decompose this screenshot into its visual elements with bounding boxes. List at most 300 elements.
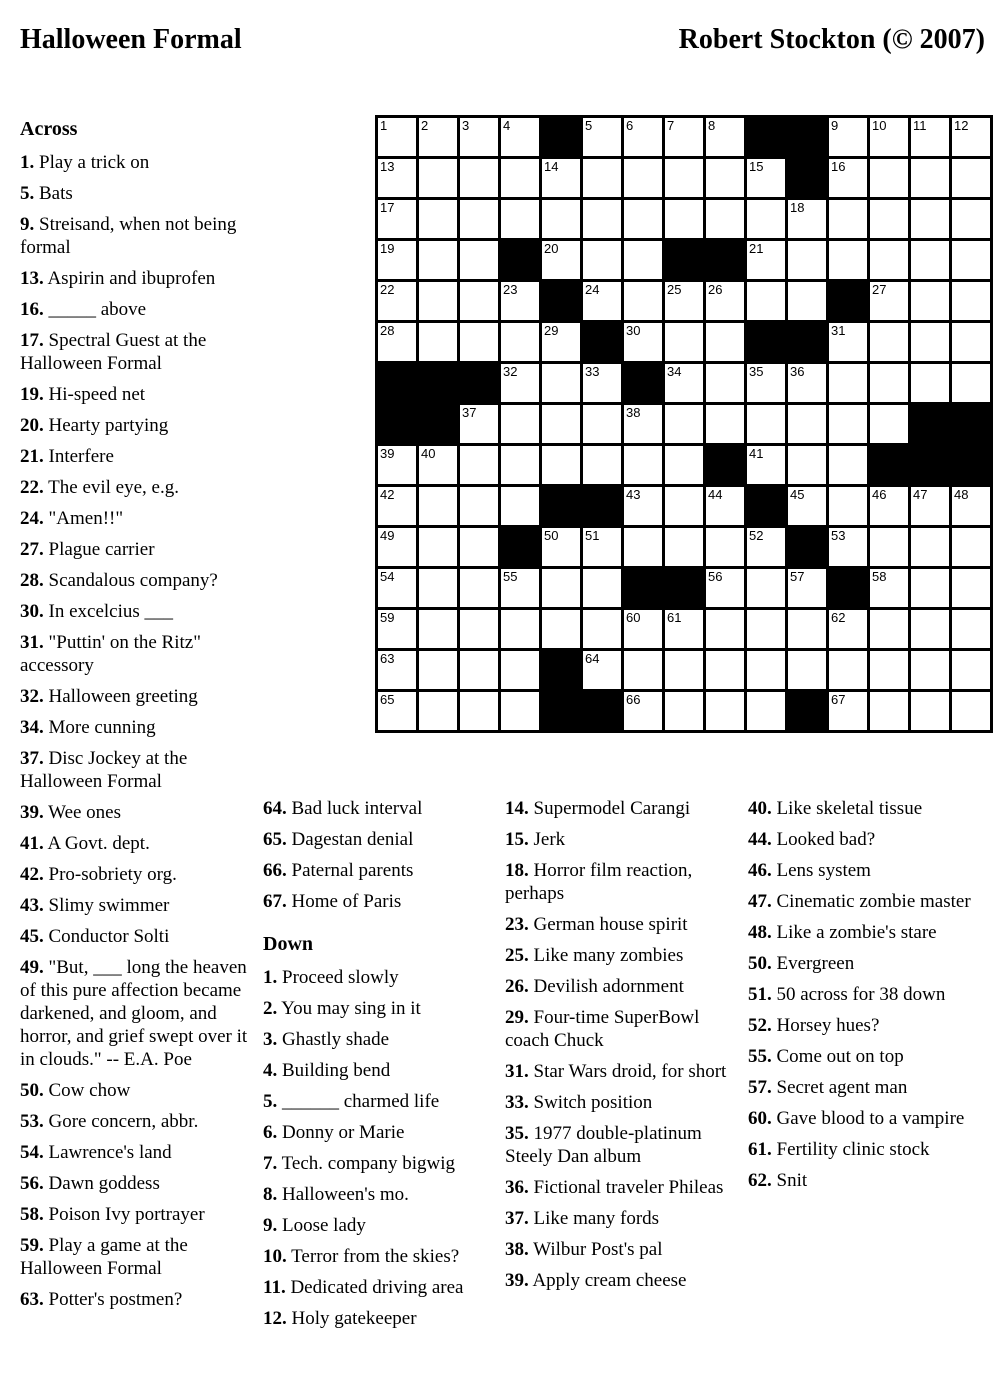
grid-cell[interactable] [911,118,949,156]
grid-cell[interactable] [419,487,457,525]
grid-cell[interactable] [583,282,621,320]
grid-cell[interactable] [788,487,826,525]
grid-cell[interactable] [460,569,498,607]
grid-cell[interactable] [952,528,990,566]
clue-text: Hi-speed net [43,384,146,405]
grid-cell[interactable] [911,241,949,279]
cell-number: 36 [790,364,805,379]
grid-cell[interactable] [501,610,539,648]
grid-cell[interactable] [870,569,908,607]
grid-cell[interactable] [419,159,457,197]
grid-cell[interactable] [542,159,580,197]
grid-cell[interactable] [870,241,908,279]
grid-cell[interactable] [829,610,867,648]
clue-text: Slimy swimmer [43,895,170,916]
grid-cell[interactable] [665,692,703,730]
grid-cell[interactable] [870,159,908,197]
grid-cell[interactable] [952,364,990,402]
grid-cell[interactable] [542,241,580,279]
clue-text: Plague carrier [43,539,155,560]
grid-cell[interactable] [665,610,703,648]
grid-cell[interactable] [747,241,785,279]
grid-cell[interactable] [624,692,662,730]
clue-number: 42. [20,864,44,885]
grid-cell[interactable] [706,528,744,566]
cell-number: 14 [544,159,559,174]
grid-cell[interactable] [460,241,498,279]
grid-cell[interactable] [911,200,949,238]
grid-cell[interactable] [419,323,457,361]
grid-cell[interactable] [542,569,580,607]
grid-cell[interactable] [952,159,990,197]
grid-cell[interactable] [665,282,703,320]
clue-number: 66. [263,860,287,881]
grid-cell[interactable] [542,364,580,402]
page-title: Halloween Formal [20,24,242,55]
grid-cell[interactable] [952,200,990,238]
clue-number: 24. [20,508,44,529]
grid-cell[interactable] [706,569,744,607]
grid-cell[interactable] [624,528,662,566]
clue-text: Cow chow [43,1080,131,1101]
grid-cell[interactable] [460,528,498,566]
cell-number: 67 [831,692,846,707]
grid-cell[interactable] [378,323,416,361]
grid-cell[interactable] [952,118,990,156]
clue-number: 51. [748,984,772,1005]
grid-cell[interactable] [460,610,498,648]
clue-across-20 [20,414,248,437]
grid-cell[interactable] [911,487,949,525]
grid-cell[interactable] [829,118,867,156]
grid-cell-black [542,282,580,320]
grid-cell[interactable] [788,446,826,484]
grid-cell[interactable] [583,610,621,648]
grid-cell[interactable] [583,651,621,689]
clue-number: 31. [20,632,44,653]
grid-cell[interactable] [870,692,908,730]
clue-number: 13. [20,268,44,289]
clue-number: 19. [20,384,44,405]
grid-cell[interactable] [378,200,416,238]
cell-number: 63 [380,651,395,666]
clue-text: Fictional traveler Phileas [528,1177,724,1198]
clue-text: Gave blood to a vampire [771,1108,965,1129]
grid-cell[interactable] [501,651,539,689]
grid-cell[interactable] [829,200,867,238]
grid-cell[interactable] [501,487,539,525]
grid-cell[interactable] [378,241,416,279]
clue-across-17 [20,329,248,375]
grid-cell[interactable] [747,528,785,566]
grid-cell-black [542,651,580,689]
grid-cell[interactable] [501,405,539,443]
grid-cell[interactable] [829,651,867,689]
grid-cell[interactable] [706,200,744,238]
clue-text: Star Wars droid, for short [528,1061,727,1082]
clue-number: 55. [748,1046,772,1067]
grid-cell[interactable] [911,569,949,607]
clue-across-54 [20,1141,248,1164]
clue-across-1 [20,151,248,174]
grid-cell[interactable] [419,200,457,238]
clue-text: Horsey hues? [771,1015,880,1036]
grid-cell[interactable] [583,118,621,156]
clue-across-21 [20,445,248,468]
grid-cell[interactable] [952,692,990,730]
cell-number: 2 [421,118,429,133]
grid-cell[interactable] [952,569,990,607]
grid-cell[interactable] [542,446,580,484]
grid-cell[interactable] [747,569,785,607]
grid-cell[interactable] [583,200,621,238]
clue-down-3 [263,1028,488,1051]
clue-down-62 [748,1169,973,1192]
clue-number: 10. [263,1246,287,1267]
grid-cell[interactable] [501,692,539,730]
clue-across-66 [263,859,488,882]
grid-cell[interactable] [624,159,662,197]
clue-text: Scandalous company? [43,570,218,591]
cell-number: 58 [872,569,887,584]
clue-down-12 [263,1307,488,1330]
clue-across-42 [20,863,248,886]
crossword-grid [375,115,993,733]
grid-cell[interactable] [378,528,416,566]
grid-cell[interactable] [624,405,662,443]
clue-number: 25. [505,945,529,966]
clue-number: 23. [505,914,529,935]
grid-cell-black [706,446,744,484]
cell-number: 13 [380,159,395,174]
cell-number: 12 [954,118,969,133]
grid-cell[interactable] [870,405,908,443]
grid-cell[interactable] [419,651,457,689]
cell-number: 30 [626,323,641,338]
grid-cell[interactable] [378,692,416,730]
clue-number: 67. [263,891,287,912]
grid-cell[interactable] [624,651,662,689]
grid-cell[interactable] [829,159,867,197]
grid-cell[interactable] [952,323,990,361]
grid-cell[interactable] [788,200,826,238]
clue-text: Halloween greeting [43,686,198,707]
grid-cell[interactable] [460,692,498,730]
grid-cell-black [501,241,539,279]
grid-cell[interactable] [665,405,703,443]
clue-number: 44. [748,829,772,850]
clue-number: 37. [20,748,44,769]
grid-cell[interactable] [583,159,621,197]
clue-across-63 [20,1288,248,1311]
grid-cell[interactable] [501,364,539,402]
grid-cell[interactable] [419,692,457,730]
grid-cell[interactable] [460,487,498,525]
cell-number: 23 [503,282,518,297]
grid-cell[interactable] [788,282,826,320]
grid-cell[interactable] [706,364,744,402]
grid-cell-black [911,405,949,443]
grid-cell[interactable] [542,528,580,566]
grid-cell[interactable] [911,159,949,197]
grid-cell[interactable] [706,651,744,689]
grid-cell[interactable] [911,651,949,689]
grid-cell[interactable] [624,282,662,320]
grid-cell[interactable] [460,118,498,156]
grid-cell[interactable] [460,282,498,320]
grid-cell[interactable] [665,323,703,361]
grid-cell[interactable] [788,651,826,689]
grid-cell[interactable] [624,241,662,279]
grid-cell[interactable] [460,405,498,443]
grid-cell[interactable] [378,282,416,320]
clue-down-35 [505,1122,733,1168]
grid-cell[interactable] [460,323,498,361]
grid-cell[interactable] [911,692,949,730]
grid-cell[interactable] [706,118,744,156]
clue-number: 9. [20,214,35,235]
cell-number: 9 [831,118,839,133]
grid-cell[interactable] [583,405,621,443]
grid-cell[interactable] [419,446,457,484]
grid-cell[interactable] [829,241,867,279]
grid-cell[interactable] [419,118,457,156]
grid-cell[interactable] [788,610,826,648]
grid-cell-black [788,692,826,730]
clue-number: 5. [20,183,35,204]
grid-cell[interactable] [419,610,457,648]
grid-cell[interactable] [911,323,949,361]
grid-cell[interactable] [870,487,908,525]
grid-cell[interactable] [747,405,785,443]
grid-cell[interactable] [747,610,785,648]
grid-cell[interactable] [665,159,703,197]
clue-down-4 [263,1059,488,1082]
grid-cell[interactable] [542,405,580,443]
grid-cell[interactable] [829,487,867,525]
grid-cell[interactable] [870,364,908,402]
grid-cell[interactable] [419,241,457,279]
grid-cell[interactable] [624,610,662,648]
grid-cell[interactable] [706,159,744,197]
grid-cell[interactable] [829,692,867,730]
grid-cell[interactable] [460,159,498,197]
cell-number: 8 [708,118,716,133]
grid-cell[interactable] [378,159,416,197]
grid-cell[interactable] [870,200,908,238]
clue-number: 3. [263,1029,278,1050]
grid-cell[interactable] [747,159,785,197]
grid-cell-black [788,118,826,156]
grid-cell[interactable] [747,364,785,402]
clue-down-51 [748,983,973,1006]
grid-cell[interactable] [378,569,416,607]
grid-cell-black [829,282,867,320]
clue-number: 6. [263,1122,278,1143]
clue-down-5 [263,1090,488,1113]
cell-number: 29 [544,323,559,338]
grid-cell[interactable] [501,569,539,607]
grid-cell[interactable] [378,610,416,648]
clue-number: 30. [20,601,44,622]
grid-cell[interactable] [460,200,498,238]
grid-cell[interactable] [788,405,826,443]
clue-across-49 [20,956,248,1071]
grid-cell[interactable] [829,323,867,361]
clue-text: "Amen!!" [43,508,124,529]
grid-cell[interactable] [870,528,908,566]
clue-number: 53. [20,1111,44,1132]
grid-cell[interactable] [706,610,744,648]
grid-cell[interactable] [952,487,990,525]
clue-text: Dedicated driving area [285,1277,464,1298]
grid-cell[interactable] [870,118,908,156]
cell-number: 16 [831,159,846,174]
grid-cell[interactable] [911,528,949,566]
grid-cell-black [501,528,539,566]
grid-cell[interactable] [788,364,826,402]
grid-cell[interactable] [747,282,785,320]
grid-cell[interactable] [419,282,457,320]
grid-cell[interactable] [952,651,990,689]
grid-cell[interactable] [911,364,949,402]
grid-cell[interactable] [788,569,826,607]
clue-down-52 [748,1014,973,1037]
grid-cell[interactable] [501,159,539,197]
clue-down-55 [748,1045,973,1068]
grid-cell[interactable] [624,118,662,156]
clue-text: Wilbur Post's pal [528,1239,663,1260]
clue-text: Evergreen [771,953,855,974]
clue-text: Conductor Solti [43,926,170,947]
grid-cell[interactable] [829,528,867,566]
clue-down-26 [505,975,733,998]
grid-cell[interactable] [460,651,498,689]
grid-cell[interactable] [583,364,621,402]
cell-number: 35 [749,364,764,379]
clue-number: 31. [505,1061,529,1082]
across-clues-column [20,118,248,1319]
cell-number: 41 [749,446,764,461]
grid-cell[interactable] [706,323,744,361]
grid-cell[interactable] [952,610,990,648]
grid-cell[interactable] [665,487,703,525]
clue-text: Play a game at the Halloween Formal [20,1235,188,1279]
grid-cell[interactable] [419,528,457,566]
grid-cell[interactable] [747,200,785,238]
grid-cell[interactable] [583,446,621,484]
grid-cell[interactable] [829,405,867,443]
grid-cell[interactable] [870,323,908,361]
grid-cell[interactable] [870,610,908,648]
cell-number: 39 [380,446,395,461]
clue-text: Proceed slowly [277,967,399,988]
grid-cell[interactable] [665,446,703,484]
grid-cell[interactable] [583,241,621,279]
grid-cell[interactable] [501,118,539,156]
down-heading: Down [263,933,314,955]
grid-cell[interactable] [624,323,662,361]
grid-cell[interactable] [542,200,580,238]
grid-cell[interactable] [829,364,867,402]
grid-cell[interactable] [911,282,949,320]
grid-cell[interactable] [501,282,539,320]
grid-cell[interactable] [747,651,785,689]
grid-cell[interactable] [788,241,826,279]
grid-cell[interactable] [665,651,703,689]
grid-cell[interactable] [624,487,662,525]
grid-cell[interactable] [501,323,539,361]
clue-number: 14. [505,798,529,819]
grid-cell[interactable] [624,446,662,484]
grid-cell[interactable] [460,446,498,484]
clue-number: 57. [748,1077,772,1098]
grid-cell[interactable] [378,487,416,525]
grid-cell-black [911,446,949,484]
grid-cell[interactable] [747,692,785,730]
grid-cell[interactable] [706,692,744,730]
grid-cell[interactable] [378,446,416,484]
grid-cell[interactable] [583,528,621,566]
clue-text: Paternal parents [286,860,414,881]
clue-number: 2. [263,998,278,1019]
grid-cell[interactable] [542,323,580,361]
clue-across-59 [20,1234,248,1280]
clue-text: Play a trick on [34,152,150,173]
grid-cell[interactable] [665,118,703,156]
grid-cell[interactable] [378,651,416,689]
grid-cell[interactable] [665,364,703,402]
grid-cell[interactable] [706,487,744,525]
cell-number: 43 [626,487,641,502]
cell-number: 7 [667,118,675,133]
grid-cell[interactable] [583,569,621,607]
grid-cell[interactable] [624,200,662,238]
clue-text: Interfere [43,446,114,467]
grid-cell[interactable] [747,446,785,484]
clue-down-9 [263,1214,488,1237]
clue-text: Bad luck interval [286,798,423,819]
clue-text: Aspirin and ibuprofen [43,268,216,289]
grid-cell[interactable] [665,528,703,566]
grid-cell-black [747,323,785,361]
grid-cell[interactable] [829,446,867,484]
cell-number: 53 [831,528,846,543]
grid-cell[interactable] [378,118,416,156]
clue-number: 49. [20,957,44,978]
clue-text: "But, ___ long the heaven of this pure affection became darkened, and gloom, and horror, and grief swept over it in clouds." -- E.A. Poe [20,957,248,1070]
grid-cell[interactable] [870,651,908,689]
grid-cell[interactable] [911,610,949,648]
grid-cell[interactable] [542,610,580,648]
grid-cell[interactable] [870,282,908,320]
grid-cell[interactable] [665,200,703,238]
grid-cell-black [378,405,416,443]
clue-number: 15. [505,829,529,850]
grid-cell[interactable] [952,282,990,320]
grid-cell-black [747,487,785,525]
clue-number: 41. [20,833,44,854]
grid-cell[interactable] [952,241,990,279]
grid-cell[interactable] [501,200,539,238]
clue-text: German house spirit [528,914,688,935]
clue-number: 20. [20,415,44,436]
grid-cell[interactable] [706,405,744,443]
clue-text: Supermodel Carangi [528,798,691,819]
grid-cell[interactable] [501,446,539,484]
grid-cell[interactable] [706,282,744,320]
grid-cell[interactable] [419,569,457,607]
